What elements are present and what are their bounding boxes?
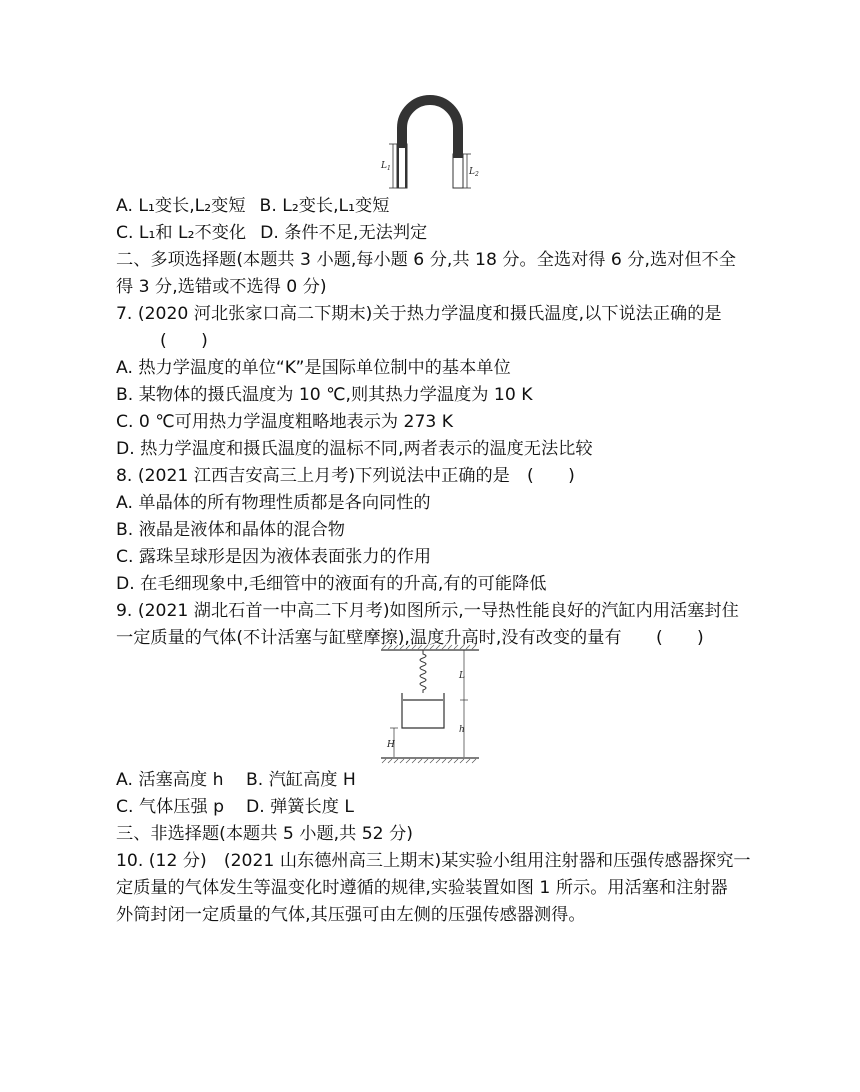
ceiling-hatching <box>382 645 476 649</box>
q6-option-c: C. L₁和 L₂不变化 <box>116 223 247 243</box>
label-l: L <box>459 671 465 681</box>
l2-label: $L_2$ <box>469 167 479 178</box>
q6-option-a: A. L₁变长,L₂变短 <box>116 196 246 216</box>
q8-option-b: B. 液晶是液体和晶体的混合物 <box>116 520 345 540</box>
q8-option-a: A. 单晶体的所有物理性质都是各向同性的 <box>116 493 431 513</box>
q7-option-a: A. 热力学温度的单位“K”是国际单位制中的基本单位 <box>116 358 511 378</box>
q8-option-d: D. 在毛细现象中,毛细管中的液面有的升高,有的可能降低 <box>116 574 547 594</box>
section2-title-line2: 得 3 分,选错或不选得 0 分) <box>116 277 327 297</box>
q7-option-c: C. 0 ℃可用热力学温度粗略地表示为 273 K <box>116 412 454 432</box>
q9-stem-line1: 9. (2021 湖北石首一中高二下月考)如图所示,一导热性能良好的汽缸内用活塞封住 <box>116 601 739 621</box>
q10-line3: 外筒封闭一定质量的气体,其压强可由左侧的压强传感器测得。 <box>116 905 586 925</box>
q9-stem-line2: 一定质量的气体(不计活塞与缸壁摩擦),温度升高时,没有改变的量有 ( ) <box>116 628 704 648</box>
q7-option-b: B. 某物体的摄氏温度为 10 ℃,则其热力学温度为 10 K <box>116 385 533 405</box>
q10-line1: 10. (12 分) (2021 山东德州高三上期末)某实验小组用注射器和压强传感器探究一 <box>116 851 751 871</box>
q10-line2: 定质量的气体发生等温变化时遵循的规律,实验装置如图 1 所示。用活塞和注射器 <box>116 878 728 898</box>
l1-label: $L_1$ <box>381 161 391 172</box>
q6-options-row-1 <box>116 194 389 218</box>
label-h: h <box>459 725 465 735</box>
q9-option-d: D. 弹簧长度 L <box>246 797 354 817</box>
q7-option-d: D. 热力学温度和摄氏温度的温标不同,两者表示的温度无法比较 <box>116 439 593 459</box>
q9-option-b: B. 汽缸高度 H <box>246 770 356 790</box>
q7-stem: 7. (2020 河北张家口高二下期末)关于热力学温度和摄氏温度,以下说法正确的是 <box>116 304 722 324</box>
q8-option-c: C. 露珠呈球形是因为液体表面张力的作用 <box>116 547 432 567</box>
u-tube-outer-wall <box>402 100 458 188</box>
label-big-h: H <box>387 740 395 750</box>
q8-stem: 8. (2021 江西吉安高三上月考)下列说法中正确的是 ( ) <box>116 466 575 486</box>
q7-answer-bracket: ( ) <box>160 331 208 351</box>
q9-option-a: A. 活塞高度 h <box>116 770 224 790</box>
u-tube-figure <box>375 88 485 192</box>
section2-title-line1: 二、多项选择题(本题共 3 小题,每小题 6 分,共 18 分。全选对得 6 分,选对但不全 <box>116 250 736 270</box>
cylinder-figure <box>378 644 484 766</box>
q6-option-b: B. L₂变长,L₁变短 <box>259 196 390 216</box>
q6-options-row-2 <box>116 221 427 245</box>
q9-option-c: C. 气体压强 p <box>116 797 225 817</box>
cylinder-body <box>402 693 444 728</box>
q9-options-row-2 <box>116 795 354 819</box>
spring <box>420 650 426 692</box>
q6-option-d: D. 条件不足,无法判定 <box>260 223 428 243</box>
section3-title: 三、非选择题(本题共 5 小题,共 52 分) <box>116 824 413 844</box>
floor-hatching <box>382 759 476 763</box>
q9-options-row-1 <box>116 768 356 792</box>
